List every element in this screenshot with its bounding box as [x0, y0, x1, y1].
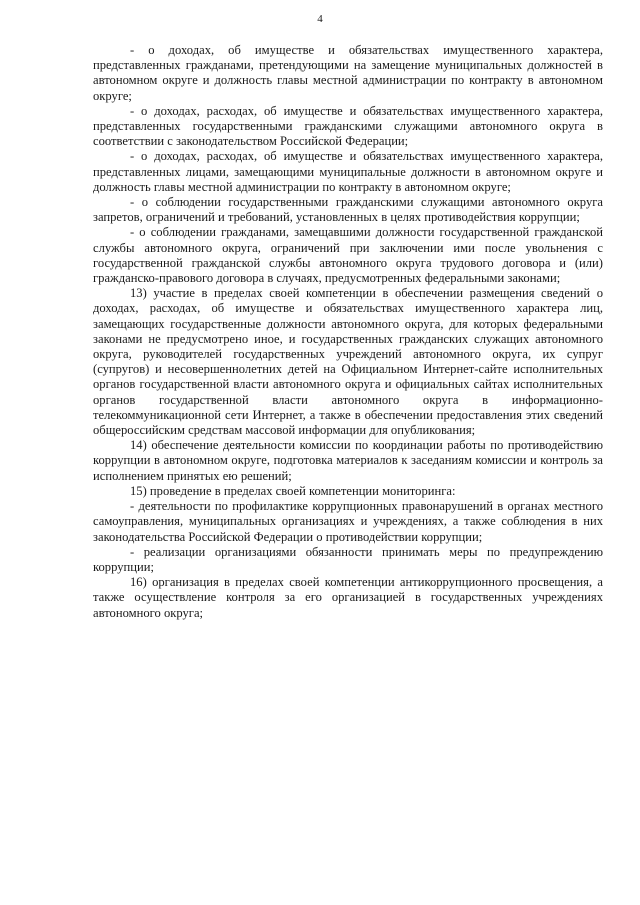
paragraph-compliance-restrictions: - о соблюдении государственными гражданскими служащими автономного округа запретов, ограничений и требований, установленных в целях противодействия коррупции;	[93, 195, 603, 225]
paragraph-item-14: 14) обеспечение деятельности комиссии по координации работы по противодействию коррупции в автономном округе, подготовка материалов к заседаниям комиссии и контроль за исполнением принятых ею решений;	[93, 438, 603, 483]
document-body	[93, 43, 603, 621]
paragraph-item-16: 16) организация в пределах своей компетенции антикоррупционного просвещения, а также осуществление контроля за его организацией в государственных учреждениях автономного округа;	[93, 575, 603, 620]
paragraph-income-civil-servants: - о доходах, расходах, об имуществе и обязательствах имущественного характера, представленных государственными гражданскими служащими автономного округа в соответствии с законодательством Российской Федерации;	[93, 103, 603, 149]
paragraph-monitoring-prevention: - деятельности по профилактике коррупционных правонарушений в органах местного самоуправления, муниципальных организациях и учреждениях, а также соблюдения в них законодательства Российской Федерации о противодействии коррупции;	[93, 499, 603, 544]
paragraph-former-servants: - о соблюдении гражданами, замещавшими должности государственной гражданской службы автономного округа, ограничений при заключении ими после увольнения с государственной гражданской службы автономного округа трудового договора и (или) гражданско-правового договора в случаях, предусмотренных федеральными законами;	[93, 225, 603, 286]
paragraph-item-13: 13) участие в пределах своей компетенции в обеспечении размещения сведений о доходах, расходах, об имуществе и обязательствах имущественного характера лиц, замещающих государственные должности автономного округа, для которых федеральными законами не предусмотрено иное, и государственных гражданских служащих автономного округа, руководителей государственных учреждений автономного округа, их супруг (супругов) и несовершеннолетних детей на Официальном Интернет-сайте исполнительных органов государственной власти автономного округа и официальных сайтах исполнительных органов государственной власти автономного округа в информационно-телекоммуникационной сети Интернет, а также в обеспечении предоставления этих сведений общероссийским средствам массовой информации для опубликования;	[93, 286, 603, 438]
paragraph-item-15: 15) проведение в пределах своей компетенции мониторинга:	[130, 483, 456, 498]
paragraph-monitoring-organizations: - реализации организациями обязанности принимать меры по предупреждению коррупции;	[93, 544, 603, 574]
paragraph-income-candidates: - о доходах, об имуществе и обязательствах имущественного характера, представленных гражданами, претендующими на замещение муниципальных должностей в автономном округе и должность главы местной администрации по контракту в автономном округе;	[93, 43, 603, 103]
page-number: 4	[317, 13, 323, 25]
paragraph-income-municipal-officials: - о доходах, расходах, об имуществе и обязательствах имущественного характера, представленных лицами, замещающими муниципальные должности в автономном округе и должность главы местной администрации по контракту в автономном округе;	[93, 149, 603, 194]
